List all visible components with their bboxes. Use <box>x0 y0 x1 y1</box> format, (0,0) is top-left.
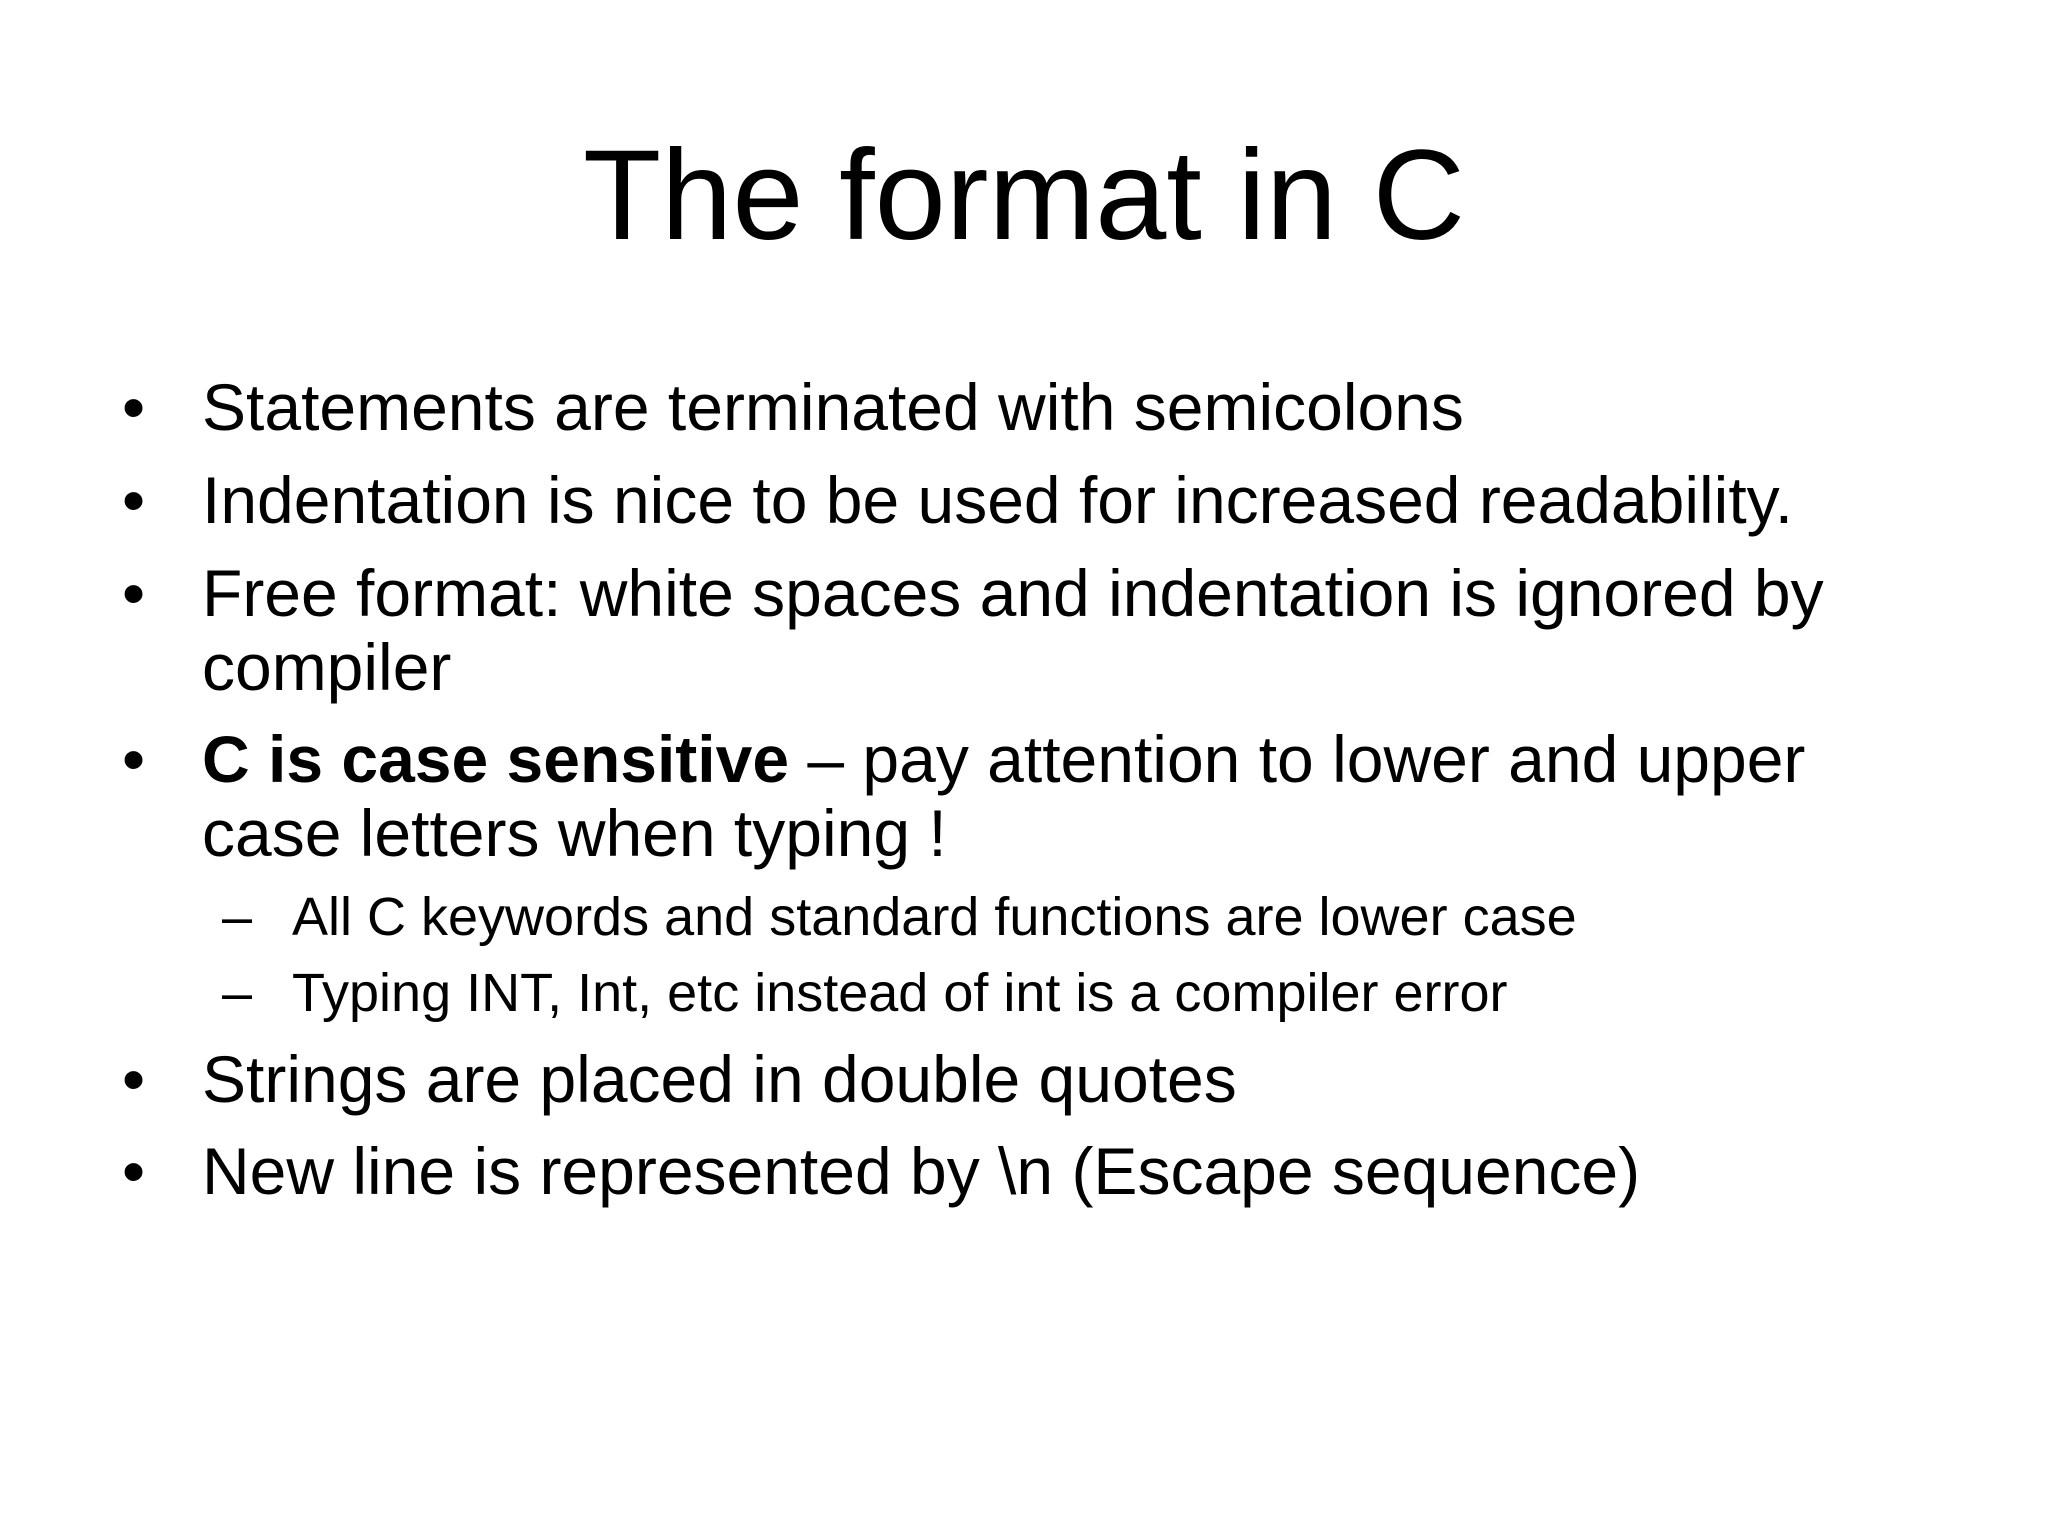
sub-bullet-marker: – <box>222 963 253 1023</box>
bullet-marker: • <box>122 1134 146 1208</box>
bullet-text-rest: – pay attention to lower and upper <box>789 722 1806 796</box>
bullet-marker: • <box>122 463 146 537</box>
bullet-text: Indentation is nice to be used for increased readability. <box>202 463 1794 537</box>
sub-bullet-text: All C keywords and standard functions are lower case <box>292 887 1577 947</box>
bullet-marker: • <box>122 556 146 630</box>
sub-bullet-marker: – <box>222 887 253 947</box>
bullet-text <box>202 722 1805 796</box>
bullet-text-continuation: compiler <box>202 630 452 704</box>
bullet-text-continuation: case letters when typing ! <box>202 796 947 870</box>
bullet-text: Strings are placed in double quotes <box>202 1042 1237 1116</box>
sub-bullet-text: Typing INT, Int, etc instead of int is a compiler error <box>292 963 1508 1023</box>
bullet-marker: • <box>122 722 146 796</box>
bullet-text: Statements are terminated with semicolons <box>202 370 1464 444</box>
bullet-marker: • <box>122 370 146 444</box>
bullet-bold-lead: C is case sensitive <box>202 722 790 796</box>
bullet-marker: • <box>122 1042 146 1116</box>
bullet-text: New line is represented by \n (Escape sequence) <box>202 1134 1641 1208</box>
bullet-text: Free format: white spaces and indentation is ignored by <box>202 556 1824 630</box>
slide-title: The format in C <box>582 124 1466 267</box>
